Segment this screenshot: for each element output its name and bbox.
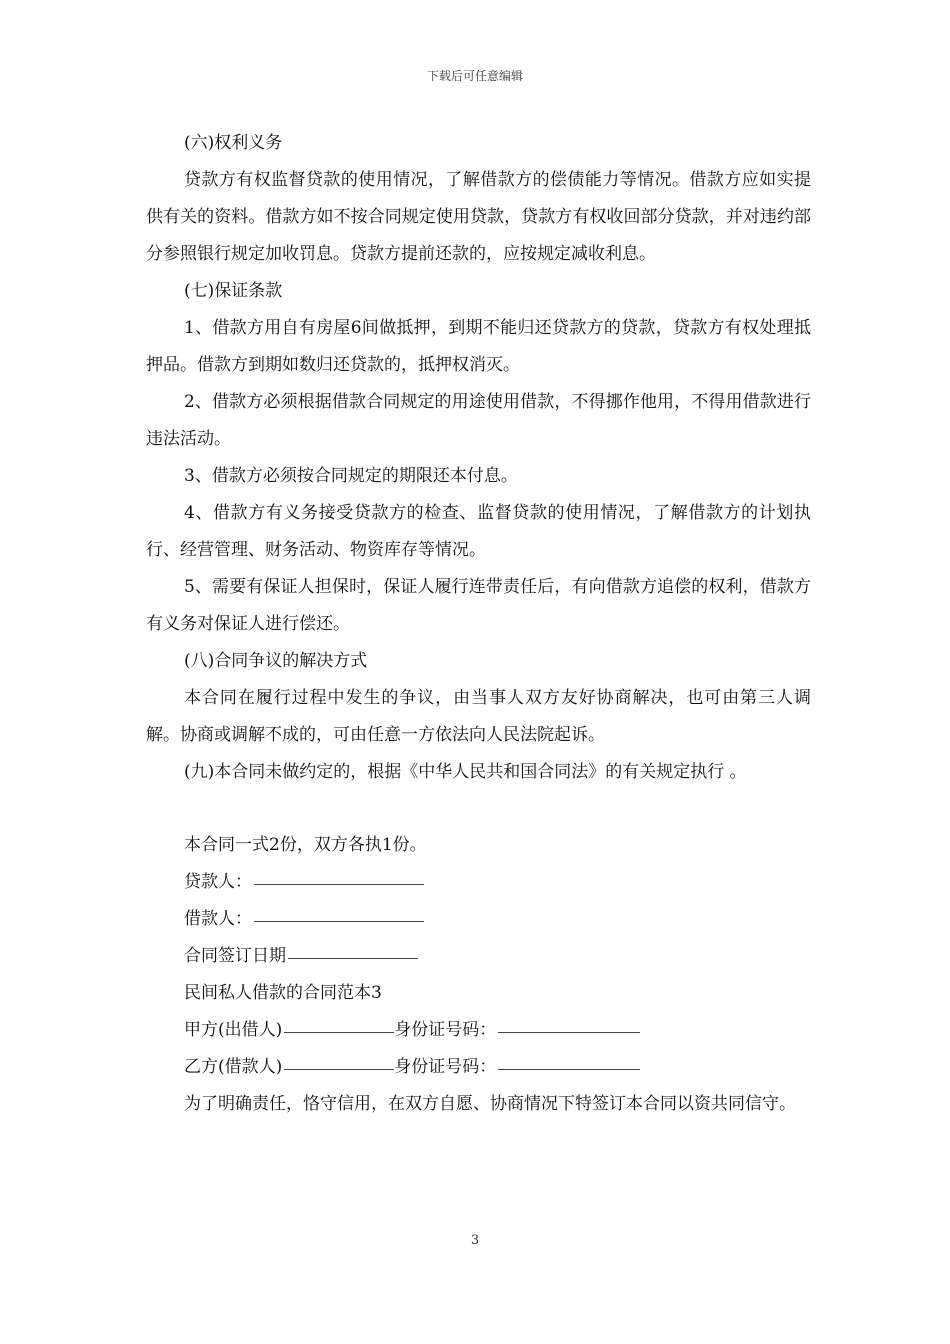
clause-3: 3、借款方必须按合同规定的期限还本付息。: [184, 466, 518, 486]
party-b-id-label: 身份证号码：: [394, 1057, 497, 1077]
party-b-name-blank[interactable]: [284, 1068, 394, 1070]
paragraph-dispute: 本合同在履行过程中发生的争议，由当事人双方友好协商解决，也可由第三人调解。协商或调解不成的，可由任意一方依法向人民法院起诉。: [146, 688, 811, 745]
spacer: [146, 791, 811, 827]
party-a-name-blank[interactable]: [284, 1031, 394, 1033]
section-heading-rights: (六)权利义务: [184, 133, 283, 153]
clause-1: 1、借款方用自有房屋6间做抵押，到期不能归还贷款方的贷款，贷款方有权处理抵押品。借款方到期如数归还贷款的，抵押权消灭。: [146, 318, 811, 375]
document-body: [146, 125, 811, 1123]
borrower-signature-line: [146, 901, 811, 938]
date-blank[interactable]: [288, 957, 418, 959]
party-a-id-label: 身份证号码：: [394, 1020, 497, 1040]
intro-paragraph: 为了明确责任，恪守信用，在双方自愿、协商情况下特签订本合同以资共同信守。: [184, 1094, 796, 1114]
page-number: 3: [470, 1233, 480, 1248]
borrower-label: 借款人：: [184, 909, 252, 929]
clause-4: 4、借款方有义务接受贷款方的检查、监督贷款的使用情况，了解借款方的计划执行、经营管理、财务活动、物资库存等情况。: [146, 503, 811, 560]
section-heading-guarantee: (七)保证条款: [184, 281, 283, 301]
section-heading-dispute: (八)合同争议的解决方式: [184, 651, 368, 671]
party-b-line: [146, 1049, 811, 1086]
lender-blank[interactable]: [254, 883, 424, 885]
party-a-label: 甲方(出借人): [184, 1020, 283, 1040]
section-heading-other: (九)本合同未做约定的，根据《中华人民共和国合同法》的有关规定执行 。: [184, 762, 747, 782]
party-b-id-blank[interactable]: [498, 1068, 640, 1070]
party-a-id-blank[interactable]: [498, 1031, 640, 1033]
paragraph-rights: 贷款方有权监督贷款的使用情况，了解借款方的偿债能力等情况。借款方应如实提供有关的资料。借款方如不按合同规定使用贷款，贷款方有权收回部分贷款，并对违约部分参照银行规定加收罚息。贷款方提前还款的，应按规定减收利息。: [146, 170, 811, 264]
party-a-line: [146, 1012, 811, 1049]
lender-label: 贷款人：: [184, 872, 252, 892]
clause-5: 5、需要有保证人担保时，保证人履行连带责任后，有向借款方追偿的权利，借款方有义务对保证人进行偿还。: [146, 577, 811, 634]
party-b-label: 乙方(借款人): [184, 1057, 283, 1077]
date-label: 合同签订日期: [184, 946, 286, 966]
lender-signature-line: [146, 864, 811, 901]
borrower-blank[interactable]: [254, 920, 424, 922]
copies-text: 本合同一式2份，双方各执1份。: [184, 835, 427, 855]
clause-2: 2、借款方必须根据借款合同规定的用途使用借款，不得挪作他用，不得用借款进行违法活动。: [146, 392, 811, 449]
date-signature-line: [146, 938, 811, 975]
page-header: 下载后可任意编辑: [426, 69, 523, 83]
contract-title-3: 民间私人借款的合同范本3: [184, 983, 382, 1003]
